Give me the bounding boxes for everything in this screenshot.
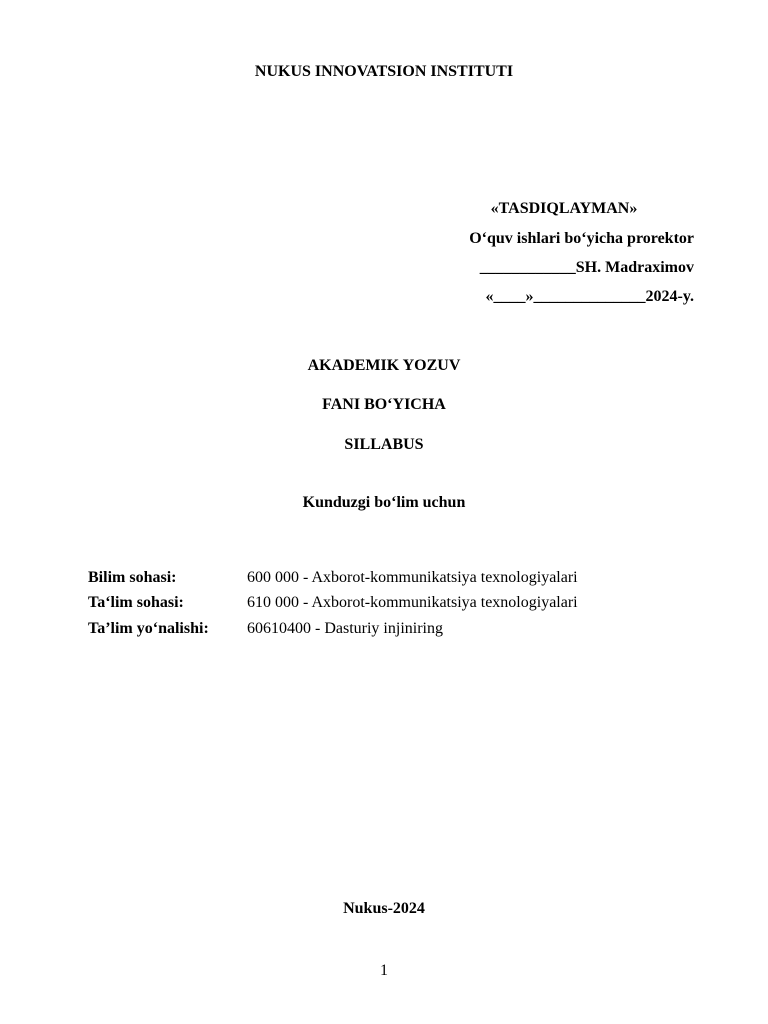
info-value-bilim-sohasi: 600 000 - Axborot-kommunikatsiya texnologiyalari — [247, 569, 578, 586]
document-type: SILLABUS — [344, 436, 424, 453]
info-value-talim-yonalishi: 60610400 - Dasturiy injiniring — [247, 620, 443, 637]
approval-title: «TASDIQLAYMAN» — [490, 200, 638, 217]
approval-signature: ____________SH. Madraximov — [479, 259, 694, 276]
page-number: 1 — [380, 962, 388, 979]
approval-position: O‘quv ishlari bo‘yicha prorektor — [469, 230, 694, 247]
info-value-talim-sohasi: 610 000 - Axborot-kommunikatsiya texnologiyalari — [247, 594, 578, 611]
institution-title: NUKUS INNOVATSION INSTITUTI — [254, 63, 514, 80]
info-label-talim-sohasi: Ta‘lim sohasi: — [88, 594, 184, 611]
info-label-talim-yonalishi: Ta’lim yo‘nalishi: — [88, 620, 209, 637]
department-note: Kunduzgi bo‘lim uchun — [302, 494, 466, 511]
course-name: AKADEMIK YOZUV — [307, 357, 461, 374]
course-subtitle: FANI BO‘YICHA — [322, 396, 446, 413]
approval-date: «____»______________2024-y. — [485, 288, 694, 305]
info-label-bilim-sohasi: Bilim sohasi: — [88, 569, 177, 586]
place-year: Nukus-2024 — [343, 900, 425, 917]
